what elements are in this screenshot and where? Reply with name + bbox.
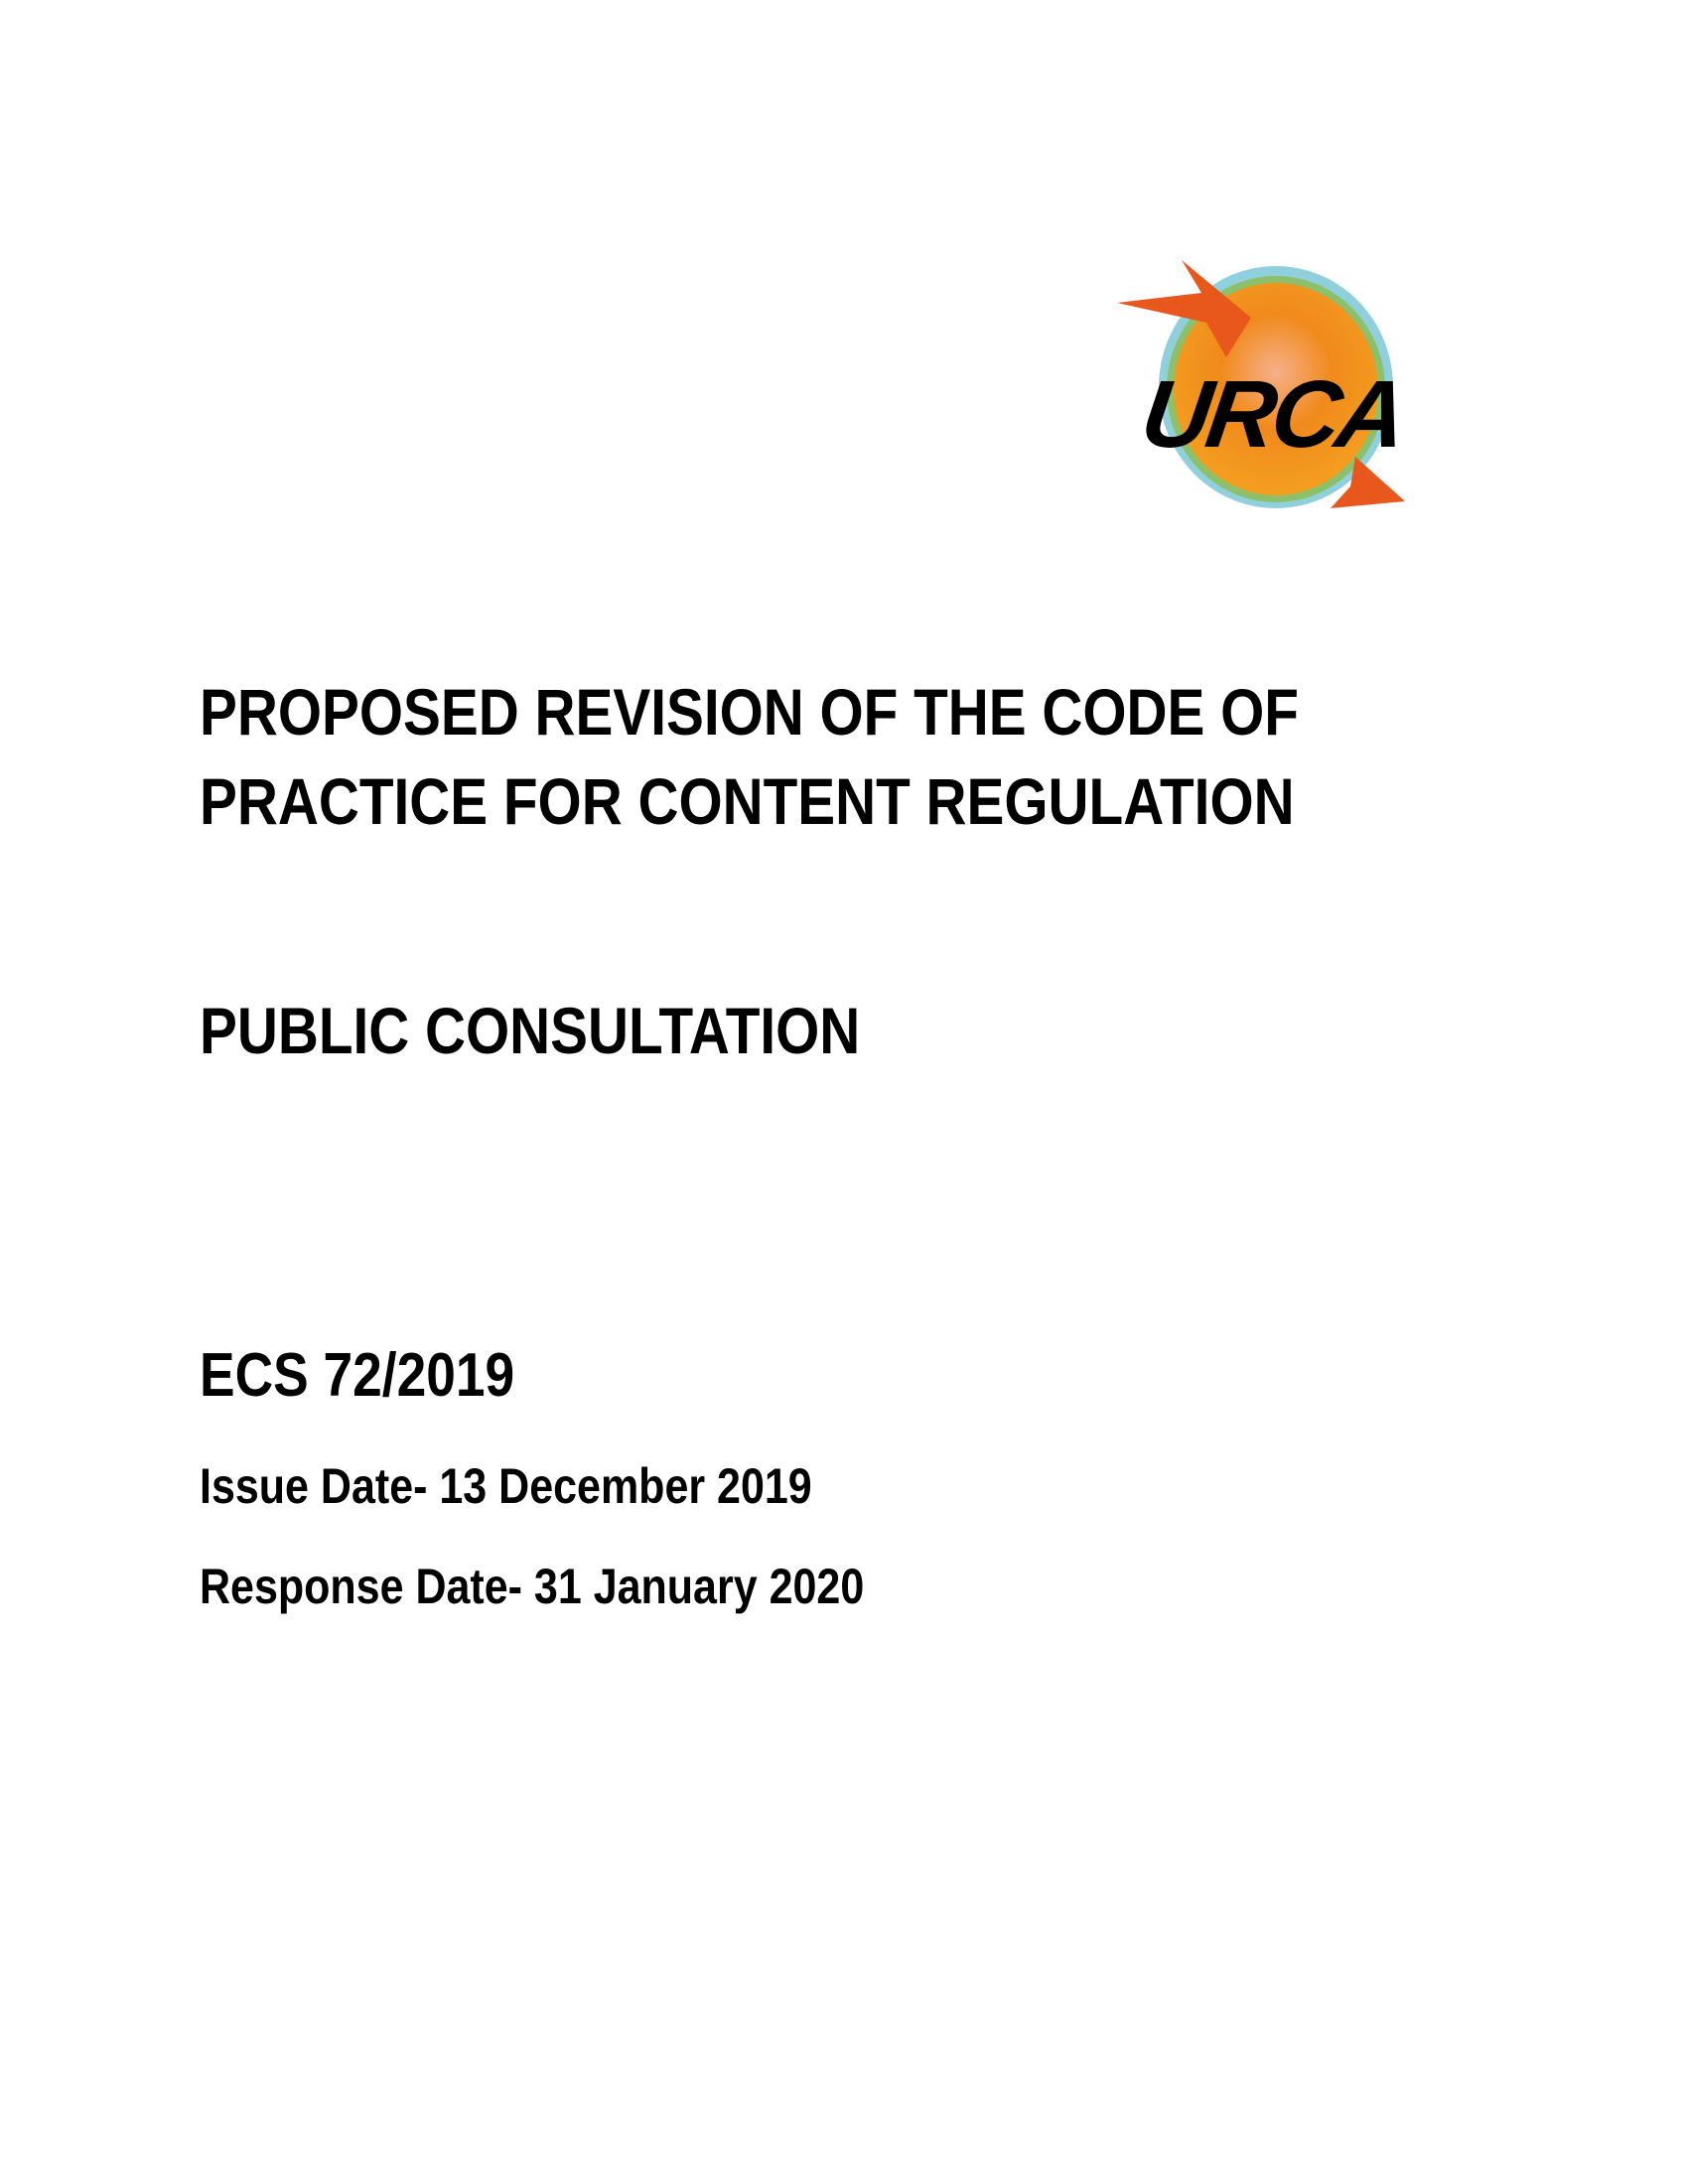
title-line-2: PRACTICE FOR CONTENT REGULATION (200, 764, 1295, 838)
issue-date: Issue Date- 13 December 2019 (200, 1458, 812, 1514)
subtitle: PUBLIC CONSULTATION (200, 994, 861, 1067)
reference-number: ECS 72/2019 (200, 1341, 515, 1410)
urca-logo (1087, 248, 1420, 516)
response-date: Response Date- 31 January 2020 (200, 1559, 865, 1614)
svg-text:URCA: URCA (1135, 361, 1410, 468)
title-line-1: PROPOSED REVISION OF THE CODE OF (200, 675, 1299, 749)
